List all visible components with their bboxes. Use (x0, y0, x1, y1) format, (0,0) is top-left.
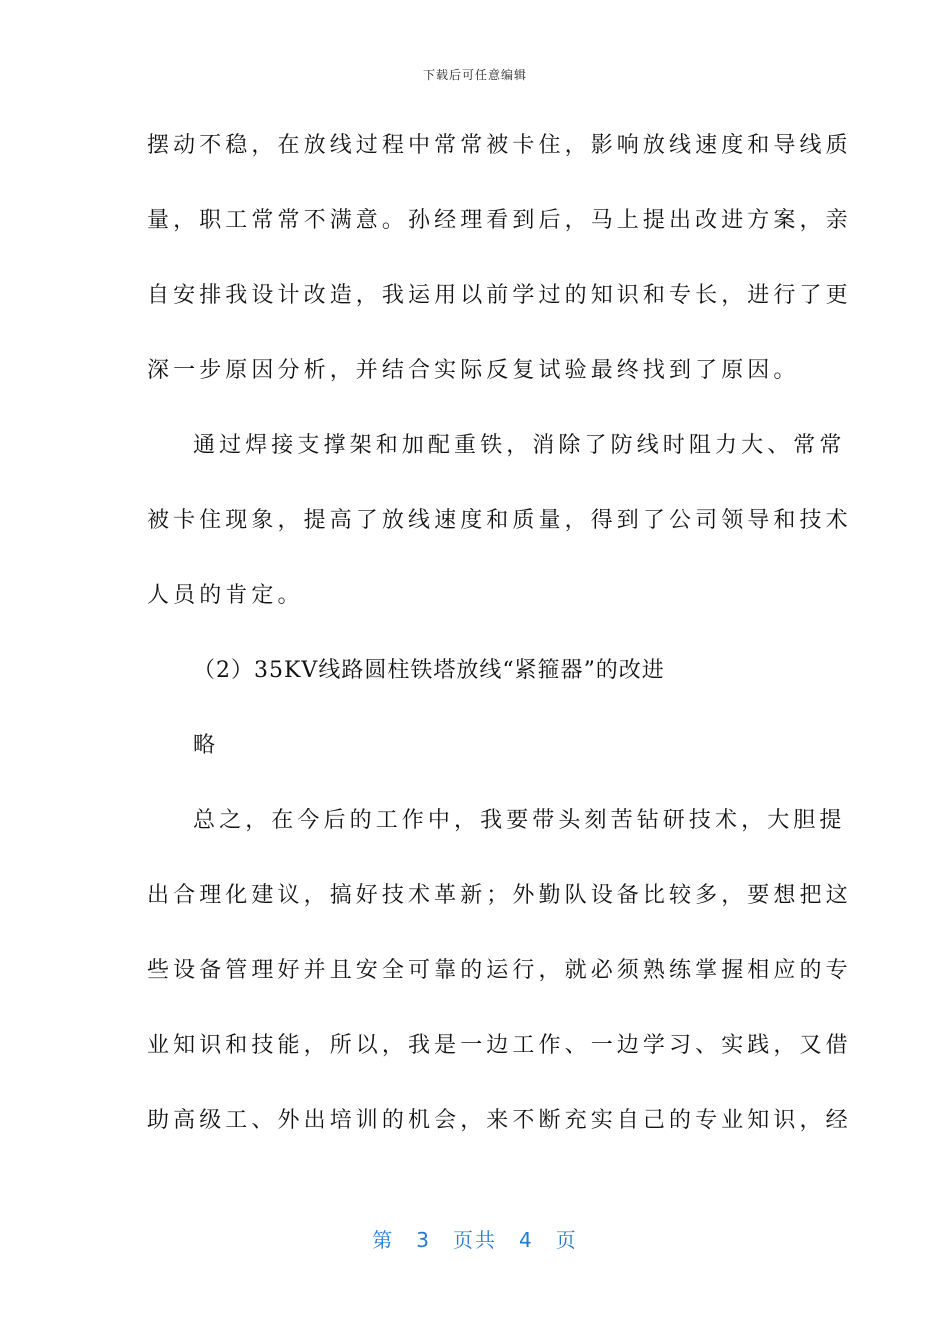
body-line: 些设备管理好并且安全可靠的运行，就必须熟练掌握相应的专 (147, 958, 852, 983)
footer-prefix: 第 (372, 1228, 395, 1252)
body-line: 业知识和技能，所以，我是一边工作、一边学习、实践，又借 (147, 1033, 852, 1058)
body-line: 人员的肯定。 (147, 583, 304, 608)
total-pages-number: 4 (519, 1228, 534, 1252)
body-line: 出合理化建议，搞好技术革新；外勤队设备比较多，要想把这 (147, 883, 852, 908)
page-header (0, 66, 950, 83)
body-line: 总之，在今后的工作中，我要带头刻苦钻研技术，大胆提 (193, 808, 846, 833)
body-line: 助高级工、外出培训的机会，来不断充实自己的专业知识，经 (147, 1108, 852, 1133)
footer-suffix: 页 (555, 1228, 578, 1252)
footer-middle: 页共 (453, 1228, 497, 1252)
body-line: 量，职工常常不满意。孙经理看到后，马上提出改进方案，亲 (147, 208, 852, 233)
body-line: 深一步原因分析，并结合实际反复试验最终找到了原因。 (147, 358, 800, 383)
section-heading: （2）35KV线路圆柱铁塔放线“紧箍器”的改进 (193, 658, 665, 683)
page-footer (0, 1224, 950, 1253)
body-line: 被卡住现象，提高了放线速度和质量，得到了公司领导和技术 (147, 508, 852, 533)
header-text: 下载后可任意编辑 (422, 68, 527, 82)
body-line: 自安排我设计改造，我运用以前学过的知识和专长，进行了更 (147, 283, 852, 308)
document-body (147, 124, 852, 1174)
body-line: 摆动不稳，在放线过程中常常被卡住，影响放线速度和导线质 (147, 133, 852, 158)
body-line: 略 (193, 733, 220, 758)
current-page-number: 3 (416, 1228, 431, 1252)
body-line: 通过焊接支撑架和加配重铁，消除了防线时阻力大、常常 (193, 433, 846, 458)
